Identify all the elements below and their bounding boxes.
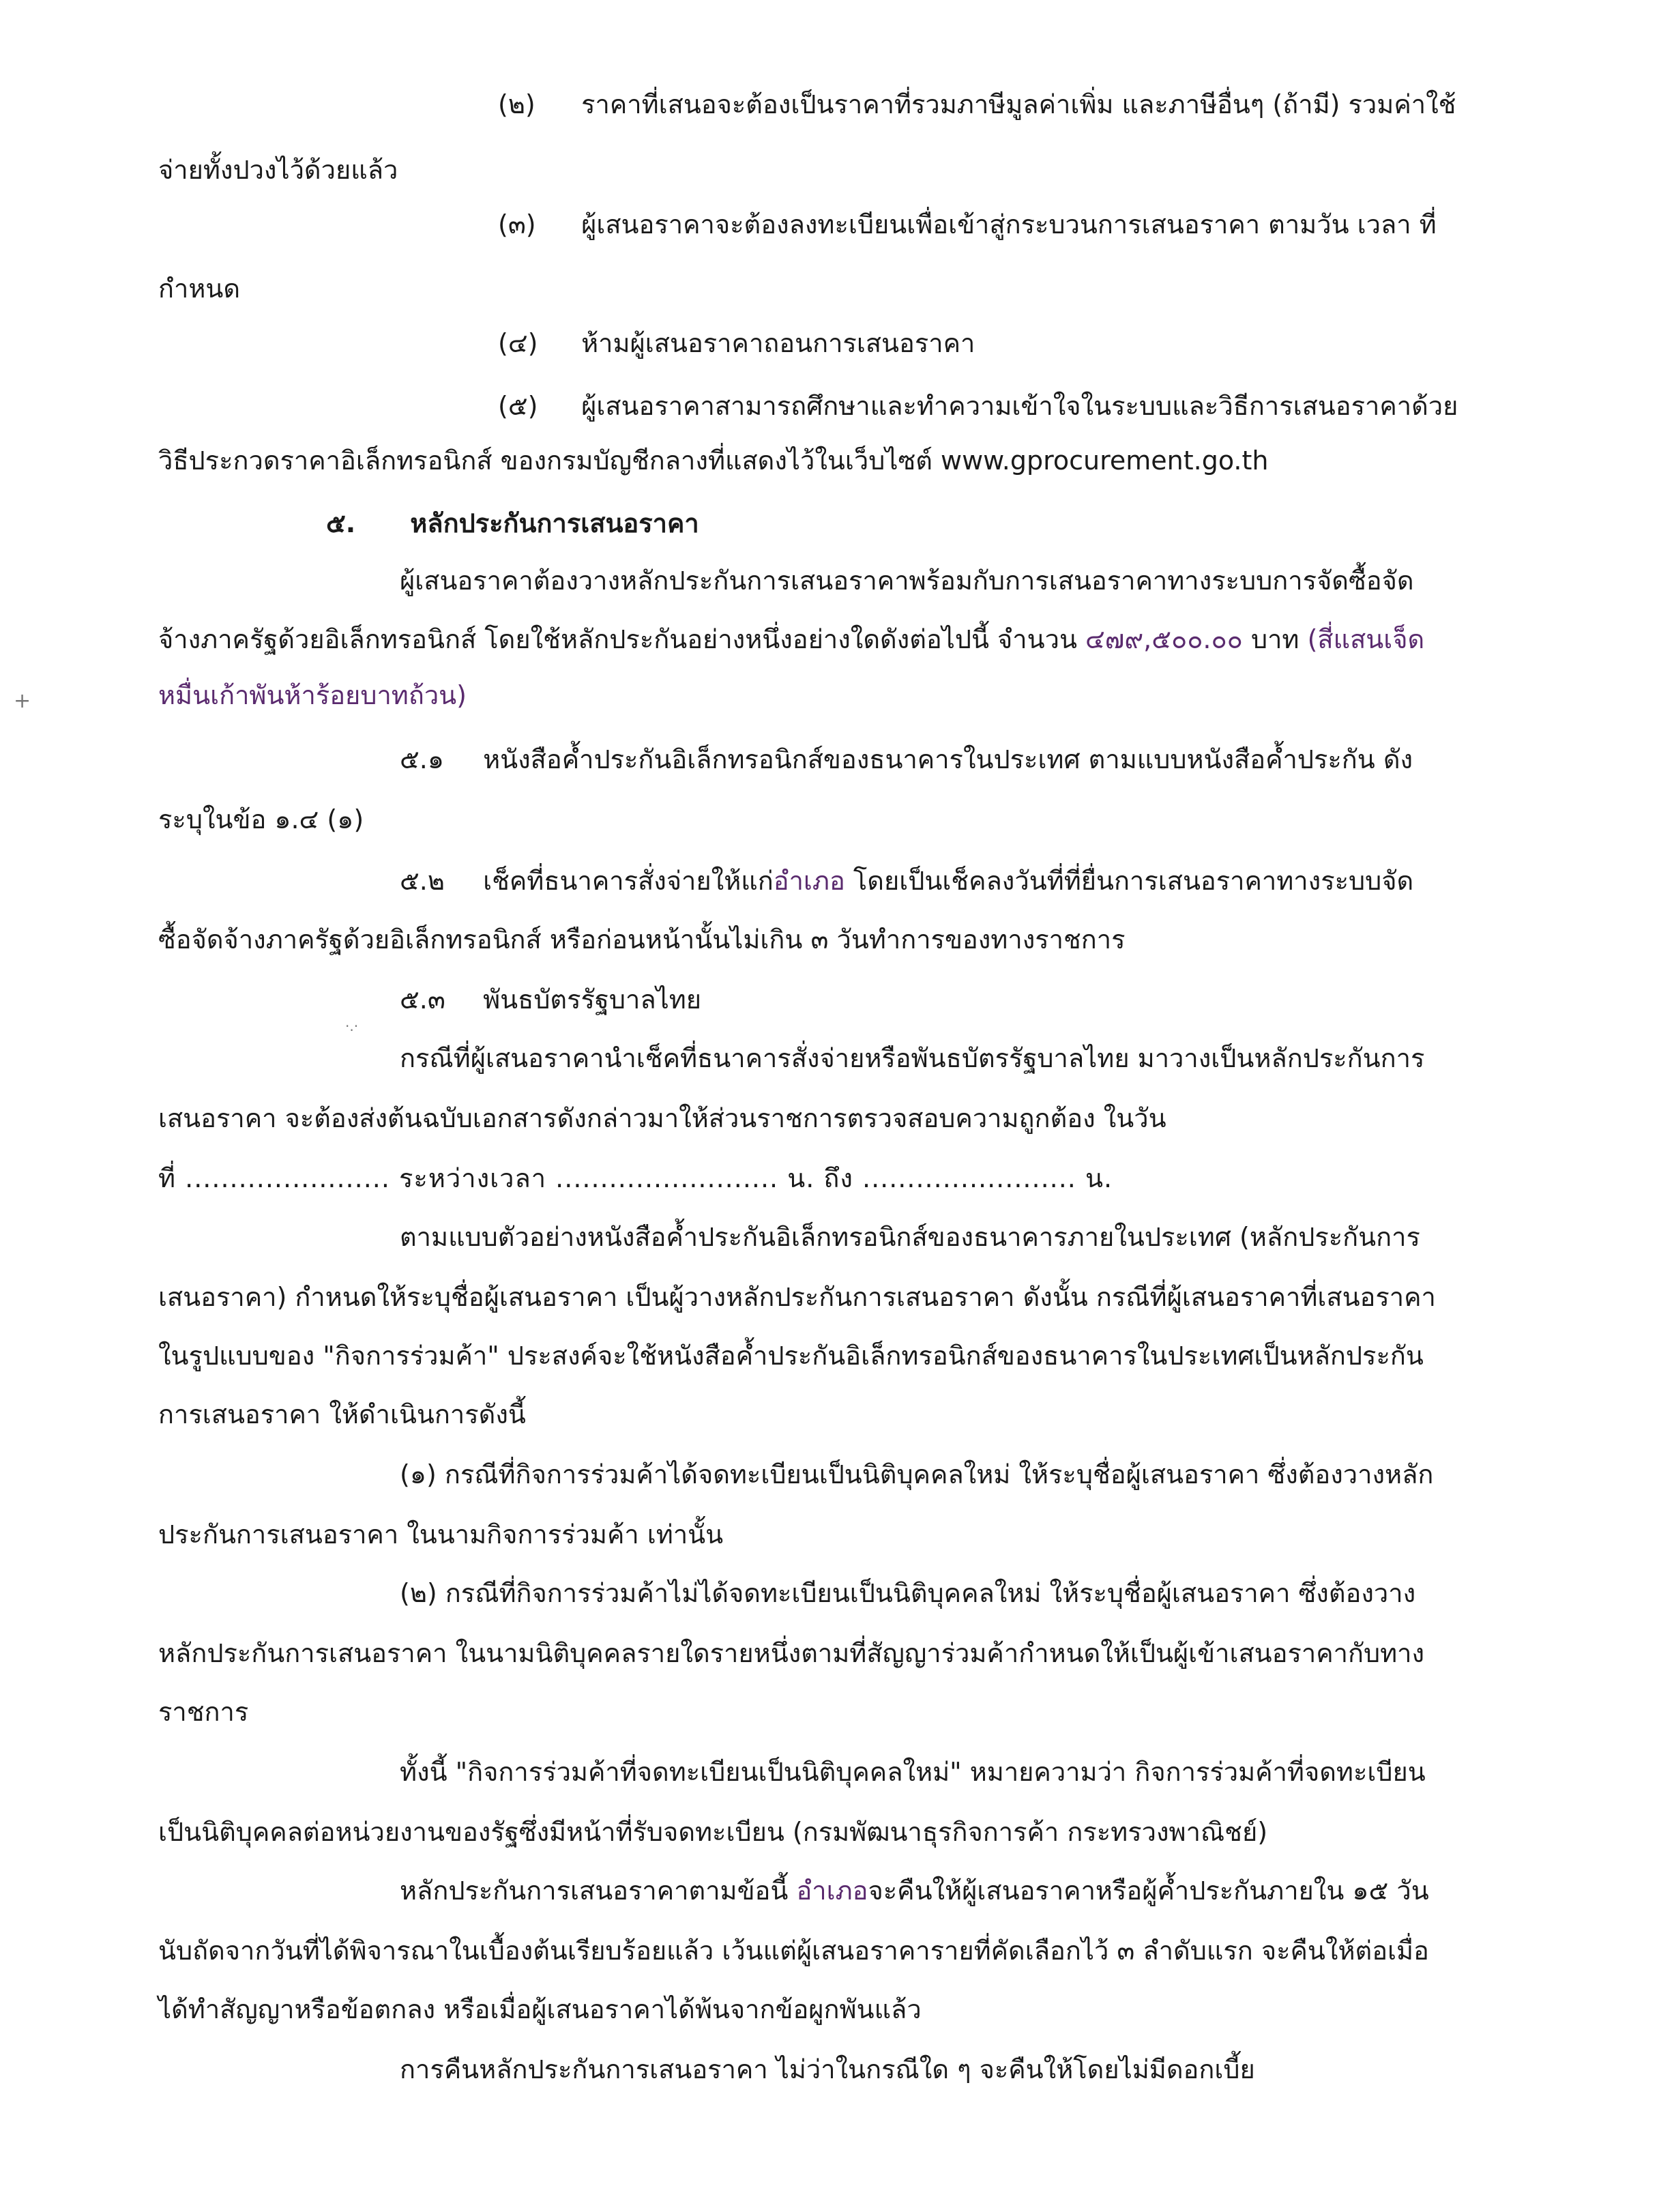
text-line: ประกันการเสนอราคา ในนามกิจการร่วมค้า เท่านั้น [158,1519,724,1549]
text-line: ซื้อจัดจ้างภาครัฐด้วยอิเล็กทรอนิกส์ หรือก่อนหน้านั้นไม่เกิน ๓ วันทำการของทางราชการ [158,925,1126,955]
text-line: วิธีประกวดราคาอิเล็กทรอนิกส์ ของกรมบัญชีกลางที่แสดงไว้ในเว็บไซต์ www.gprocurement.go.th [158,446,1269,476]
item-text: ห้ามผู้เสนอราคาถอนการเสนอราคา [581,328,975,358]
item-number: (๒) [498,89,535,119]
amount-words: (สี่แสนเจ็ด [1307,624,1425,654]
text-segment: บาท [1250,624,1299,654]
item-text: ราคาที่เสนอจะต้องเป็นราคาที่รวมภาษีมูลค่าเพิ่ม และภาษีอื่นๆ (ถ้ามี) รวมค่าใช้ [581,89,1456,119]
text-line: เสนอราคา จะต้องส่งต้นฉบับเอกสารดังกล่าวมาให้ส่วนราชการตรวจสอบความถูกต้อง ในวัน [158,1103,1166,1133]
text-line: กรณีที่ผู้เสนอราคานำเช็คที่ธนาคารสั่งจ่ายหรือพันธบัตรรัฐบาลไทย มาวางเป็นหลักประกันการ [400,1043,1425,1073]
subsection-number: ๕.๑ [400,744,444,774]
scan-speck: + [14,689,31,713]
text-line: การเสนอราคา ให้ดำเนินการดังนี้ [158,1399,526,1429]
text-line: กำหนด [158,274,241,304]
item-text: ผู้เสนอราคาสามารถศึกษาและทำความเข้าใจในระบบและวิธีการเสนอราคาด้วย [581,391,1458,421]
subsection-text: เช็คที่ธนาคารสั่งจ่ายให้แก่ [483,866,774,896]
item-number: (๔) [498,328,538,358]
item-number: (๓) [498,209,536,239]
text-line: (๑) กรณีที่กิจการร่วมค้าได้จดทะเบียนเป็นนิติบุคคลใหม่ ให้ระบุชื่อผู้เสนอราคา ซึ่งต้องวางหลัก [400,1459,1434,1489]
text-line: เสนอราคา) กำหนดให้ระบุชื่อผู้เสนอราคา เป็นผู้วางหลักประกันการเสนอราคา ดังนั้น กรณีที่ผู้เสนอราคาที่เสนอราคา [158,1282,1436,1312]
text-segment: หลักประกันการเสนอราคาตามข้อนี้ [400,1876,789,1906]
text-segment: จ้างภาครัฐด้วยอิเล็กทรอนิกส์ โดยใช้หลักประกันอย่างหนึ่งอย่างใดดังต่อไปนี้ จำนวน [158,624,1077,654]
text-line: เป็นนิติบุคคลต่อหน่วยงานของรัฐซึ่งมีหน้าที่รับจดทะเบียน (กรมพัฒนาธุรกิจการค้า กระทรวงพาณิชย์) [158,1817,1268,1847]
subsection-text: โดยเป็นเช็คลงวันที่ที่ยื่นการเสนอราคาทางระบบจัด [853,866,1414,896]
section-heading [326,504,699,543]
text-line: ตามแบบตัวอย่างหนังสือค้ำประกันอิเล็กทรอนิกส์ของธนาคารภายในประเทศ (หลักประกันการ [400,1222,1420,1252]
text-line: ทั้งนี้ "กิจการร่วมค้าที่จดทะเบียนเป็นนิติบุคคลใหม่" หมายความว่า กิจการร่วมค้าที่จดทะเบียน [400,1757,1426,1787]
amount-value: ๔๗๙,๕๐๐.๐๐ [1085,624,1243,654]
org-name: อำเภอ [796,1876,868,1906]
text-line: ราชการ [158,1697,249,1727]
subsection-5-3 [400,980,701,1019]
section-number: ๕. [326,508,356,538]
item-5-line [498,386,1458,426]
item-text: ผู้เสนอราคาจะต้องลงทะเบียนเพื่อเข้าสู่กระบวนการเสนอราคา ตามวัน เวลา ที่ [581,209,1437,239]
subsection-5-2 [400,861,1413,901]
subsection-text: หนังสือค้ำประกันอิเล็กทรอนิกส์ของธนาคารในประเทศ ตามแบบหนังสือค้ำประกัน ดัง [483,744,1413,774]
text-line: ระบุในข้อ ๑.๔ (๑) [158,804,364,834]
subsection-text: พันธบัตรรัฐบาลไทย [483,985,702,1015]
section-title: หลักประกันการเสนอราคา [410,508,699,538]
text-line [158,620,1424,659]
text-line [400,1871,1429,1910]
text-segment: จะคืนให้ผู้เสนอราคาหรือผู้ค้ำประกันภายใน ๑๕ วัน [868,1876,1429,1906]
scan-speck: ·.· [345,1018,359,1034]
text-line: ได้ทำสัญญาหรือข้อตกลง หรือเมื่อผู้เสนอราคาได้พ้นจากข้อผูกพันแล้ว [158,1994,922,2024]
amount-words-line: หมื่นเก้าพันห้าร้อยบาทถ้วน) [158,680,467,710]
text-line: นับถัดจากวันที่ได้พิจารณาในเบื้องต้นเรียบร้อยแล้ว เว้นแต่ผู้เสนอราคารายที่คัดเลือกไว้ ๓ ลำดับแรก จะคืนให้ต่อเมื่อ [158,1936,1429,1966]
item-2-line [498,85,1456,124]
text-line: หลักประกันการเสนอราคา ในนามนิติบุคคลรายใดรายหนึ่งตามที่สัญญาร่วมค้ากำหนดให้เป็นผู้เข้าเสนอราคากับทาง [158,1638,1425,1668]
text-line: ในรูปแบบของ "กิจการร่วมค้า" ประสงค์จะใช้หนังสือค้ำประกันอิเล็กทรอนิกส์ของธนาคารในประเทศเป็นหลักประกัน [158,1341,1424,1371]
item-4-line [498,323,975,363]
subsection-number: ๕.๓ [400,985,445,1015]
text-line: (๒) กรณีที่กิจการร่วมค้าไม่ได้จดทะเบียนเป็นนิติบุคคลใหม่ ให้ระบุชื่อผู้เสนอราคา ซึ่งต้องวาง [400,1578,1416,1608]
fill-in-line: ที่ ....................... ระหว่างเวลา ......................... น. ถึง ........................ น. [158,1163,1113,1193]
item-3-line [498,205,1437,244]
text-line: การคืนหลักประกันการเสนอราคา ไม่ว่าในกรณีใด ๆ จะคืนให้โดยไม่มีดอกเบี้ย [400,2054,1255,2084]
subsection-5-1 [400,740,1413,779]
subsection-number: ๕.๒ [400,866,445,896]
text-line: จ่ายทั้งปวงไว้ด้วยแล้ว [158,155,398,185]
org-name: อำเภอ [773,866,845,896]
item-number: (๕) [498,391,538,421]
text-line: ผู้เสนอราคาต้องวางหลักประกันการเสนอราคาพร้อมกับการเสนอราคาทางระบบการจัดซื้อจัด [400,566,1414,596]
